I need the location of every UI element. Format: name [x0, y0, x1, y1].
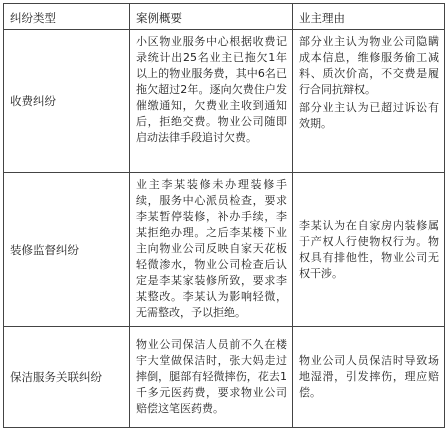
owner-reason-text: 部分业主认为物业公司隐瞒成本信息，维修服务偷工减料、质次价高，不交费是履行合同抗辩权。 [299, 35, 439, 96]
table-row [4, 327, 445, 428]
owner-reasons-cell [293, 30, 445, 173]
header-owner-reasons: 业主理由 [293, 4, 445, 30]
header-dispute-type: 纠纷类型 [4, 4, 130, 30]
table-row [4, 173, 445, 327]
header-case-summary: 案例概要 [130, 4, 293, 30]
owner-reason-text: 李某认为在自家房内装修属于产权人行使物权行为。物权具有排他性，物业公司无权干涉。 [299, 218, 439, 280]
case-summary-cell: 小区物业服务中心根据收费记录统计出25名业主已拖欠1年以上的物业服务费，其中6名已拖欠超过2年。逐向欠费住户发催缴通知，欠费业主收到通知后，拒绝交费。物业公司随即启动法律手段追讨欠费。 [130, 30, 293, 173]
owner-reasons-cell [293, 327, 445, 428]
table-row [4, 30, 445, 173]
dispute-type-cell: 收费纠纷 [4, 30, 130, 173]
case-summary-cell: 业主李某装修未办理装修手续，服务中心派员检查，要求李某暂停装修，补办手续，李某拒绝办理。之后李某楼下业主向物业公司反映自家天花板轻微渗水，物业公司检查后认定是李某家装修所致，要求李某整改。李某认为影响轻微，无需整改，予以拒绝。 [130, 173, 293, 327]
owner-reason-text: 部分业主认为已超过诉讼有效期。 [299, 101, 439, 130]
owner-reason-text: 物业公司人员保洁时导致场地湿滑，引发摔伤，理应赔偿。 [299, 354, 439, 399]
dispute-cases-table [3, 3, 445, 428]
case-summary-cell: 物业公司保洁人员前不久在楼宇大堂做保洁时，张大妈走过摔倒，腿部有轻微摔伤，花去1千多元医药费，要求物业公司赔偿这笔医药费。 [130, 327, 293, 428]
dispute-type-cell: 保洁服务关联纠纷 [4, 327, 130, 428]
dispute-type-cell: 装修监督纠纷 [4, 173, 130, 327]
owner-reasons-cell [293, 173, 445, 327]
table-header-row [4, 4, 445, 30]
